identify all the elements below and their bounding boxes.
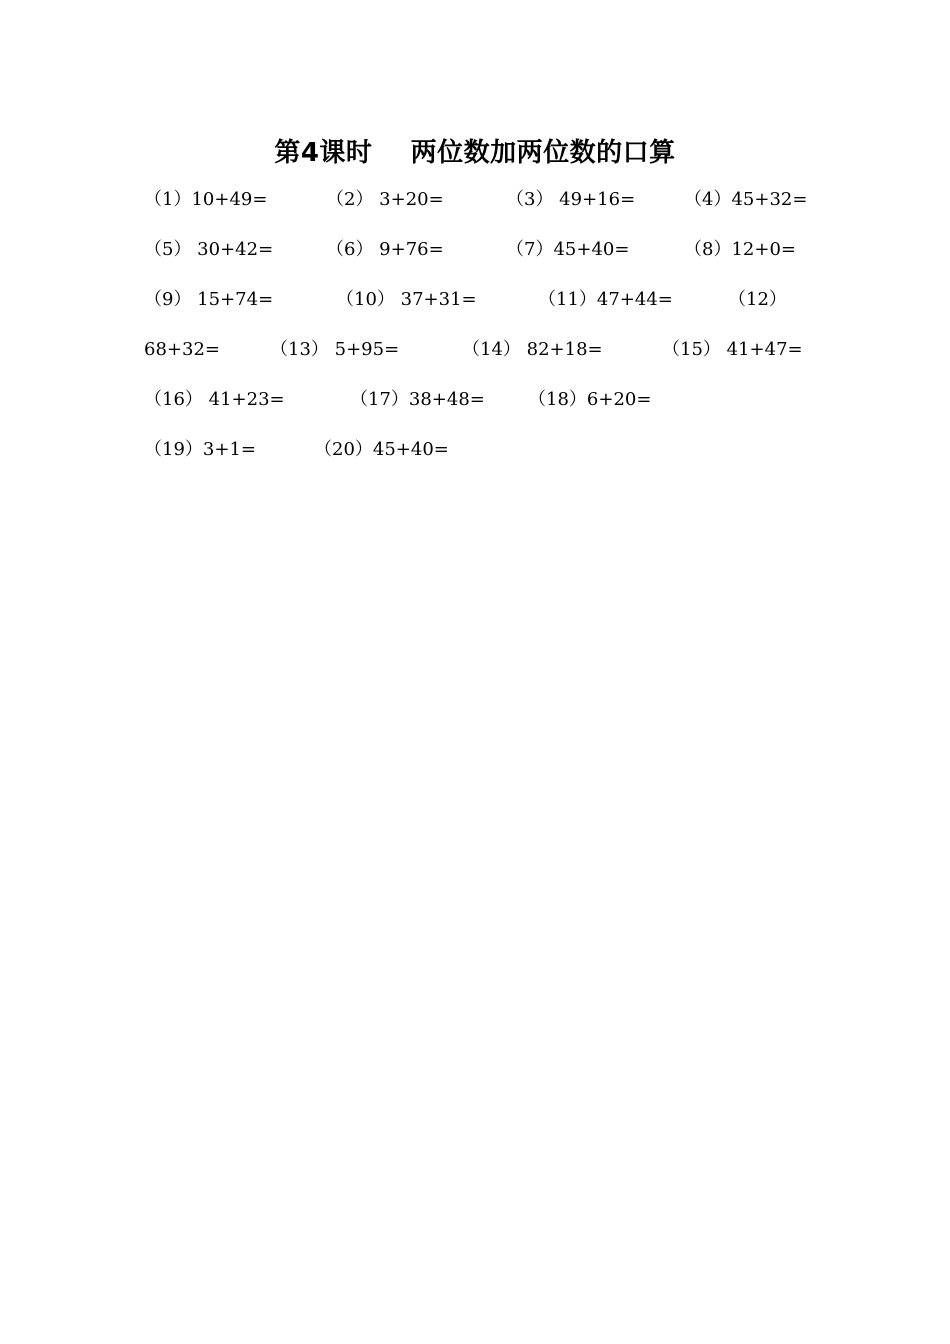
problem-18: （18）6+20= (528, 389, 652, 410)
problem-19: （19）3+1= (144, 439, 256, 460)
problem-11: （11）47+44= (538, 289, 673, 310)
problem-9: （9） 15+74= (144, 289, 274, 310)
problem-line-3 (0, 287, 950, 313)
problem-12-label: （12） (728, 289, 787, 310)
problem-line-1 (0, 187, 950, 213)
problem-13: （13） 5+95= (270, 339, 400, 360)
problem-16: （16） 41+23= (144, 389, 285, 410)
problem-8: （8）12+0= (684, 239, 796, 260)
problem-line-6 (0, 437, 950, 463)
problem-17: （17）38+48= (350, 389, 485, 410)
problem-line-4 (0, 337, 950, 363)
problem-1: （1）10+49= (144, 189, 268, 210)
problem-6: （6） 9+76= (326, 239, 444, 260)
problem-15: （15） 41+47= (662, 339, 803, 360)
problem-10: （10） 37+31= (336, 289, 477, 310)
problem-line-5 (0, 387, 950, 413)
problem-12-expression: 68+32= (144, 339, 220, 360)
problem-14: （14） 82+18= (462, 339, 603, 360)
problem-3: （3） 49+16= (506, 189, 636, 210)
page-title: 第4课时 两位数加两位数的口算 (274, 138, 676, 168)
problem-20: （20）45+40= (314, 439, 449, 460)
problem-2: （2） 3+20= (326, 189, 444, 210)
problem-4: （4）45+32= (684, 189, 808, 210)
problem-5: （5） 30+42= (144, 239, 274, 260)
problem-line-2 (0, 237, 950, 263)
problem-7: （7）45+40= (506, 239, 630, 260)
